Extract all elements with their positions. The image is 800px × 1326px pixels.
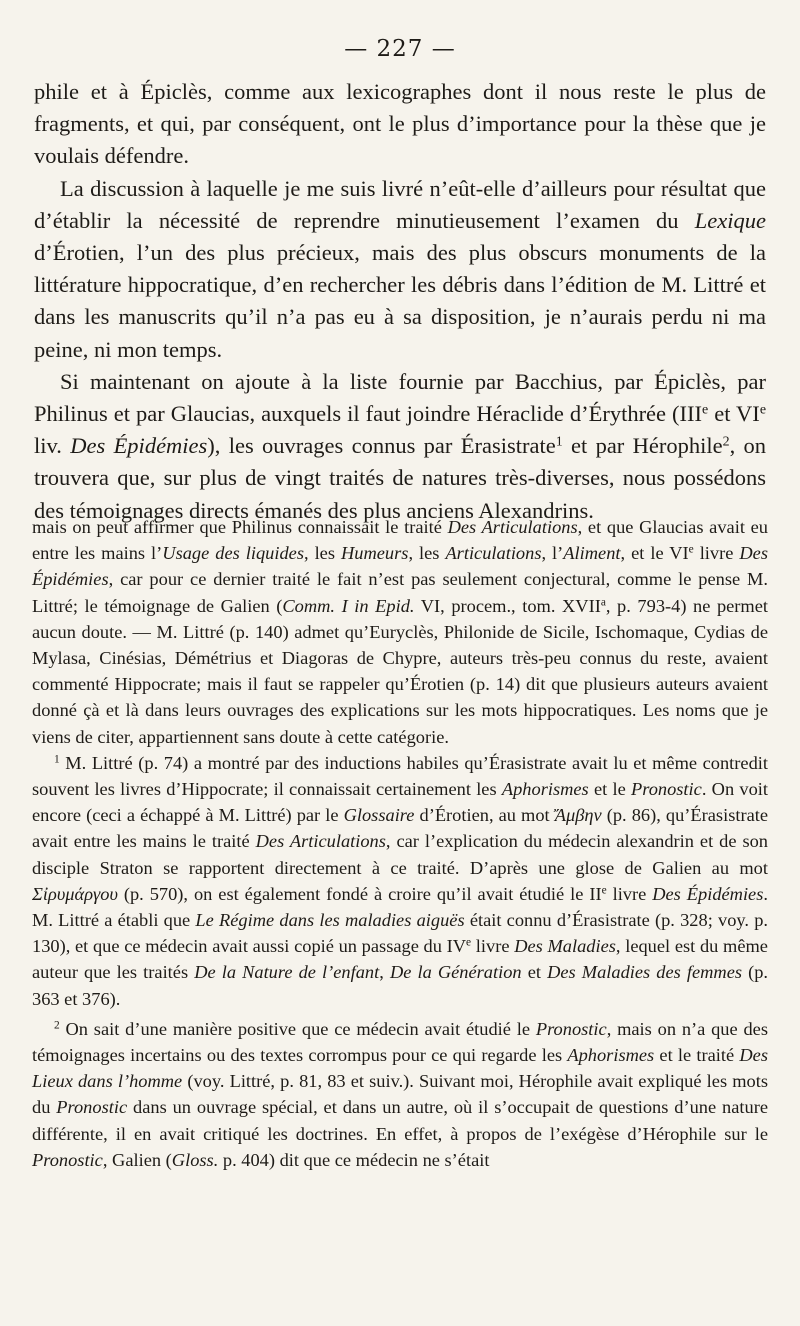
footnote-continuation: mais on peut affirmer que Philinus connaissait le traité Des Articulations, et que Glaucias avait eu entre les mains l’Usage des liquides, les Humeurs, les Articulations, l’Aliment, et le VIe livre Des Épidémies, car pour ce dernier traité le fait n’est pas seulement conjectural, comme le pense M. Littré; le témoignage de Galien (Comm. I in Epid. VI, procem., tom. XVII$^a$, p. 793-4) ne permet aucun doute. — M. Littré (p. 140) admet qu’Euryclès, Philonide de Sicile, Ischomaque, Cydias de Mylasa, Cinésias, Démétrius et Diagoras de Chypre, auteurs très-peu connus du reste, avaient commenté Hippocrate; mais il faut se rappeler qu’Érotien (p. 14) dit que plusieurs auteurs avaient donné çà et là dans leurs ouvrages des explications sur les mots hippocratiques. Les noms que je viens de citer, appartiennent sans doute à cette catégorie. bbox=[32, 517, 769, 747]
footnote-number-1: 1 bbox=[54, 753, 60, 766]
paragraph-2: La discussion à laquelle je me suis livré n’eût-elle d’ailleurs pour résultat que d’établir la nécessité de reprendre minutieusement l’examen du Lexique d’Érotien, l’un des plus précieux, mais des plus obscurs monuments de la littérature hippocratique, d’en rechercher les débris dans l’édition de M. Littré et dans les manuscrits qu’il n’a pas eu à sa disposition, je n’aurais perdu ni ma peine, ni mon temps. bbox=[34, 175, 766, 362]
footnote-number-2: 2 bbox=[54, 1019, 60, 1032]
paragraph-1: phile et à Épiclès, comme aux lexicographes dont il nous reste le plus de fragments, et qui, par conséquent, ont le plus d’importance pour la thèse que je voulais défendre. bbox=[34, 79, 766, 169]
main-text bbox=[34, 76, 766, 527]
paragraph-3: Si maintenant on ajoute à la liste fournie par Bacchius, par Épiclès, par Philinus et par Glaucias, auxquels il faut joindre Héraclide d’Érythrée (IIIe et VIe liv. Des Épidémies), les ouvrages connus par Érasistrate$^1$ et par Hérophile$^2$, on trouvera que, sur plus de vingt traités de natures très-diverses, nous possédons des témoignages directs émanés des plus anciens Alexandrins. bbox=[34, 368, 767, 523]
footnote-ref-1: 1 bbox=[555, 434, 563, 450]
footnote-ref-2: 2 bbox=[722, 434, 730, 450]
footnote-1: $^1$ M. Littré (p. 74) a montré par des inductions habiles qu’Érasistrate avait lu et même contredit souvent les livres d’Hippocrate; il connaissait certainement les Aphorismes et le Pronostic. On voit encore (ceci a échappé à M. Littré) par le Glossaire d’Érotien, au mot Ἄμβην (p. 86), qu’Érasistrate avait entre les mains le traité Des Articulations, car l’explication du médecin alexandrin et de son disciple Straton se rapportent directement à ce traité. D’après une glose de Galien au mot Σἰρυμάργου (p. 570), on est également fondé à croire qu’il avait étudié le IIe livre Des Épidémies. M. Littré a établi que Le Régime dans les maladies aiguës était connu d’Érasistrate (p. 328; voy. p. 130), et que ce médecin avait aussi copié un passage du IVe livre Des Maladies, lequel est du même auteur que les traités De la Nature de l’enfant, De la Génération et Des Maladies des femmes (p. 363 et 376). bbox=[32, 752, 769, 1009]
footnote-2: $^2$ On sait d’une manière positive que ce médecin avait étudié le Pronostic, mais on n’a que des témoignages incertains ou des textes corrompus pour ce qui regarde les Aphorismes et le traité Des Lieux dans l’homme (voy. Littré, p. 81, 83 et suiv.). Suivant moi, Hérophile avait expliqué les mots du Pronostic dans un ouvrage spécial, et dans un autre, où il s’occupait de questions d’une nature différente, il en avait critiqué les doctrines. En effet, à propos de l’exégèse d’Hérophile sur le Pronostic, Galien (Gloss. p. 404) dit que ce médecin ne s’était bbox=[32, 1018, 768, 1170]
footnotes bbox=[32, 514, 768, 1173]
page-number: — 227 — bbox=[344, 36, 456, 62]
